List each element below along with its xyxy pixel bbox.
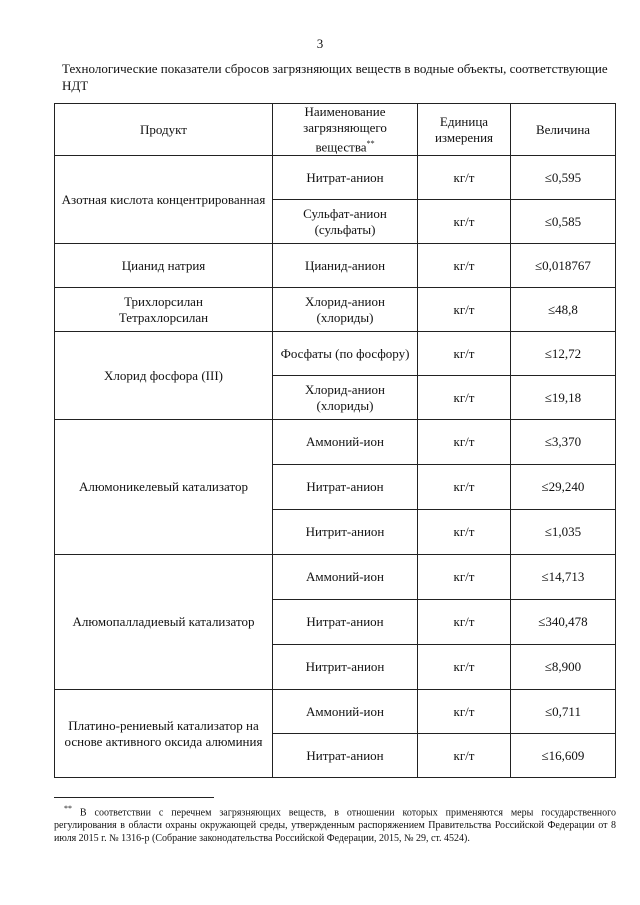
value-cell: ≤340,478 [511,600,616,645]
unit-cell: кг/т [418,376,511,420]
value-cell: ≤29,240 [511,465,616,510]
table-row [55,332,616,376]
substance-cell: Фосфаты (по фосфору) [273,332,418,376]
substance-cell: Нитрит-анион [273,645,418,690]
substance-cell: Нитрат-анион [273,465,418,510]
unit-cell: кг/т [418,690,511,734]
product-cell: Азотная кислота концентрированная [55,156,273,244]
unit-cell: кг/т [418,420,511,465]
substance-cell: Нитрит-анион [273,510,418,555]
unit-cell: кг/т [418,600,511,645]
value-cell: ≤3,370 [511,420,616,465]
value-cell: ≤12,72 [511,332,616,376]
substance-cell: Хлорид-анион (хлориды) [273,288,418,332]
value-cell: ≤0,585 [511,200,616,244]
header-product: Продукт [55,104,273,156]
value-cell: ≤1,035 [511,510,616,555]
value-cell: ≤0,595 [511,156,616,200]
unit-cell: кг/т [418,156,511,200]
value-cell: ≤48,8 [511,288,616,332]
value-cell: ≤0,018767 [511,244,616,288]
footnote-mark: ** [64,804,72,813]
value-cell: ≤19,18 [511,376,616,420]
product-cell: Алюмоникелевый катализатор [55,420,273,555]
unit-cell: кг/т [418,555,511,600]
substance-cell: Нитрат-анион [273,156,418,200]
table-row [55,156,616,200]
header-unit: Единица измерения [418,104,511,156]
product-cell: Хлорид фосфора (III) [55,332,273,420]
substance-cell: Сульфат-анион (сульфаты) [273,200,418,244]
unit-cell: кг/т [418,645,511,690]
header-substance: Наименование загрязняющего вещества** [273,104,418,156]
table-row [55,244,616,288]
product-cell: Платино-рениевый катализатор на основе активного оксида алюминия [55,690,273,778]
footnote [54,802,616,845]
footnote-text: В соответствии с перечнем загрязняющих веществ, в отношении которых применяются меры государственного регулирования в области охраны окружающей среды, утвержденным распоряжением Правительства Российской Федерации от 8 июля 2015 г. № 1316-р (Собрание законодательства Российской Федерации, 2015, № 29, ст. 4524). [54,807,617,845]
substance-cell: Нитрат-анион [273,600,418,645]
table-row [55,555,616,600]
table-row [55,288,616,332]
unit-cell: кг/т [418,510,511,555]
substance-cell: Аммоний-ион [273,690,418,734]
page-title: Технологические показатели сбросов загрязняющих веществ в водные объекты, соответствующие НДТ [62,61,608,93]
value-cell: ≤8,900 [511,645,616,690]
footnote-mark: ** [366,139,375,148]
table-row [55,420,616,465]
value-cell: ≤0,711 [511,690,616,734]
table-row [55,690,616,734]
header-value: Величина [511,104,616,156]
product-cell: Алюмопалладиевый катализатор [55,555,273,690]
unit-cell: кг/т [418,244,511,288]
unit-cell: кг/т [418,465,511,510]
substance-cell: Цианид-анион [273,244,418,288]
product-cell: Цианид натрия [55,244,273,288]
substance-cell: Хлорид-анион (хлориды) [273,376,418,420]
unit-cell: кг/т [418,200,511,244]
footnote-divider [54,797,214,798]
product-cell: Трихлорсилан Тетрахлорсилан [55,288,273,332]
unit-cell: кг/т [418,288,511,332]
value-cell: ≤14,713 [511,555,616,600]
table-header-row [55,104,616,156]
substance-cell: Аммоний-ион [273,420,418,465]
value-cell: ≤16,609 [511,734,616,778]
unit-cell: кг/т [418,734,511,778]
pollutants-table [54,103,616,778]
substance-cell: Аммоний-ион [273,555,418,600]
substance-cell: Нитрат-анион [273,734,418,778]
unit-cell: кг/т [418,332,511,376]
page-number: 3 [316,36,324,51]
